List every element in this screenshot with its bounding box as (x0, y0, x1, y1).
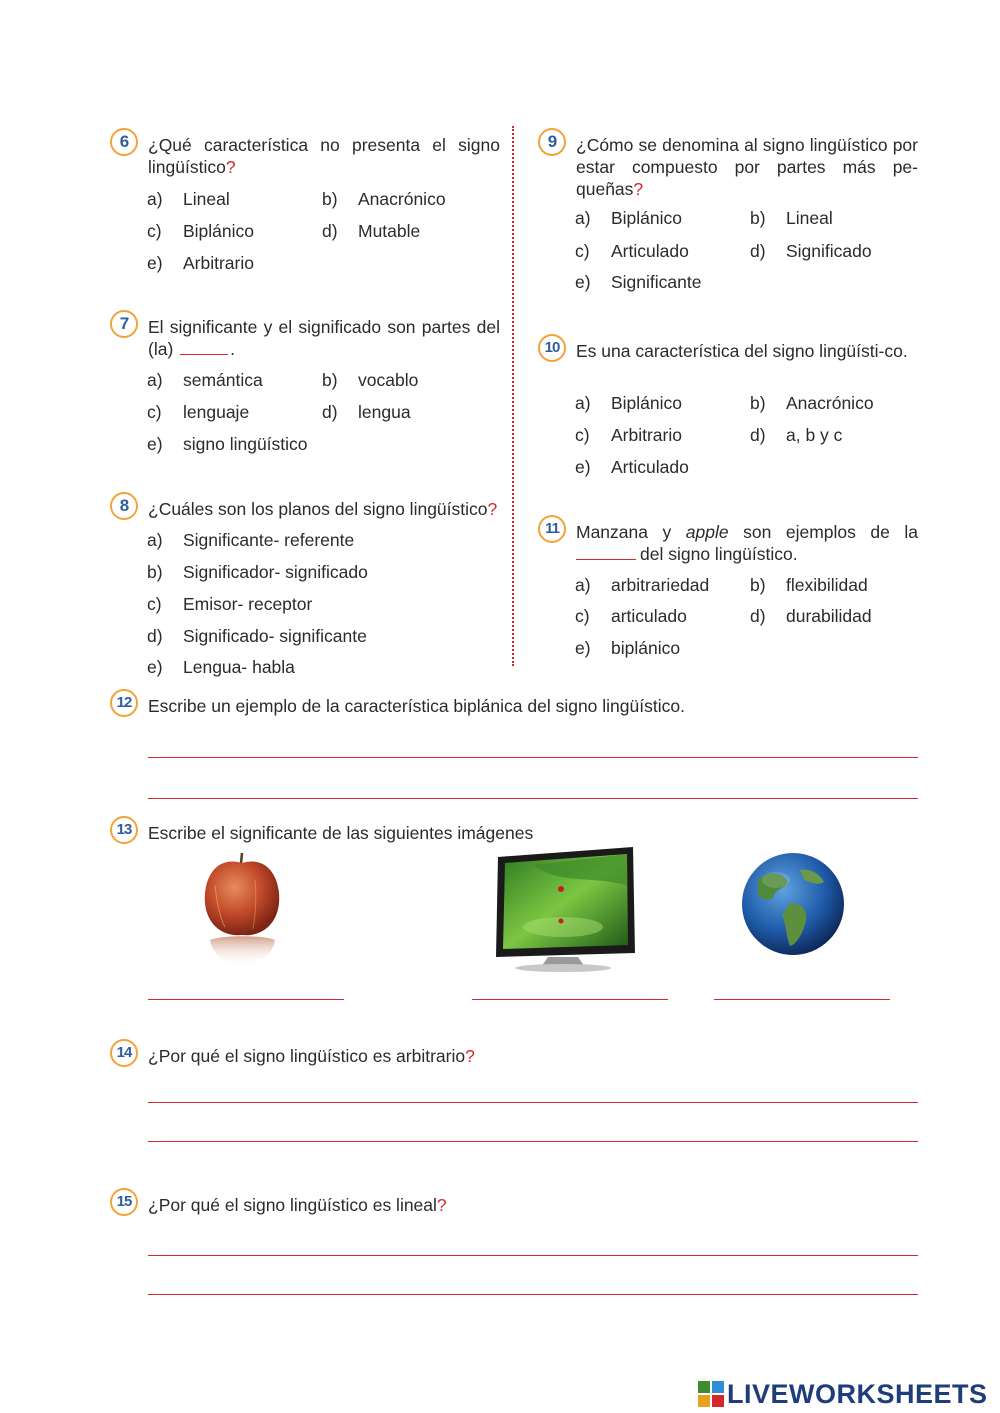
option[interactable]: c) Biplánico (147, 221, 255, 241)
answer-line[interactable] (148, 1141, 918, 1142)
option[interactable]: d) Significado (750, 241, 872, 261)
question-number-badge: 14 (110, 1039, 138, 1067)
question-text: ¿Cuáles son los planos del signo lingüístico? (148, 499, 498, 519)
globe-image (738, 850, 848, 958)
option[interactable]: d) Mutable (322, 221, 421, 241)
option[interactable]: b) flexibilidad (750, 575, 868, 595)
option[interactable]: a) Biplánico (575, 393, 683, 413)
question-text: Escribe el significante de las siguientes imágenes (148, 823, 534, 843)
option[interactable]: d) lengua (322, 402, 411, 422)
option[interactable]: c) Arbitrario (575, 425, 682, 445)
answer-line[interactable] (148, 798, 918, 799)
question-text: ¿Por qué el signo lingüístico es arbitrario? (148, 1046, 475, 1066)
answer-line[interactable] (148, 1102, 918, 1103)
option[interactable]: b) Lineal (750, 208, 833, 228)
question-number-badge: 8 (110, 492, 138, 520)
question-text: ¿Por qué el signo lingüístico es lineal? (148, 1195, 447, 1215)
option[interactable]: a) Lineal (147, 189, 230, 209)
question-number-badge: 10 (538, 334, 566, 362)
option[interactable]: a) semántica (147, 370, 263, 390)
fill-in-blank[interactable] (180, 340, 228, 355)
column-divider (512, 126, 514, 666)
option[interactable]: e) signo lingüístico (147, 434, 308, 454)
answer-line[interactable] (148, 1255, 918, 1256)
option[interactable]: d) a, b y c (750, 425, 843, 445)
question-number-badge: 12 (110, 689, 138, 717)
question-number-badge: 13 (110, 816, 138, 844)
option[interactable]: a) Biplánico (575, 208, 683, 228)
question-text: Manzana y apple son ejemplos de la del signo lingüístico. (576, 522, 918, 564)
option[interactable]: a) Significante- referente (147, 530, 355, 550)
question-number-badge: 6 (110, 128, 138, 156)
option[interactable]: a) arbitrariedad (575, 575, 710, 595)
option[interactable]: e) Articulado (575, 457, 689, 477)
question-number-badge: 9 (538, 128, 566, 156)
option[interactable]: c) Emisor- receptor (147, 594, 313, 614)
fill-in-blank[interactable] (576, 545, 636, 560)
option[interactable]: d) Significado- significante (147, 626, 367, 646)
answer-line[interactable] (148, 999, 344, 1000)
question-number-badge: 7 (110, 310, 138, 338)
option[interactable]: b) Anacrónico (322, 189, 446, 209)
option[interactable]: d) durabilidad (750, 606, 872, 626)
liveworksheets-logo: LIVEWORKSHEETS (698, 1378, 988, 1410)
question-text: Escribe un ejemplo de la característica biplánica del signo lingüístico. (148, 696, 685, 716)
option[interactable]: e) Significante (575, 272, 702, 292)
question-text: ¿Cómo se denomina al signo lingüístico por estar compuesto por partes más pe-queñas? (576, 135, 918, 199)
option[interactable]: b) Anacrónico (750, 393, 874, 413)
question-text: ¿Qué característica no presenta el signo lingüístico? (148, 135, 500, 177)
option[interactable]: e) Lengua- habla (147, 657, 295, 677)
question-number-badge: 11 (538, 515, 566, 543)
option[interactable]: c) articulado (575, 606, 687, 626)
question-text: Es una característica del signo lingüísti-co. (576, 341, 908, 361)
answer-line[interactable] (148, 757, 918, 758)
option[interactable]: c) lenguaje (147, 402, 250, 422)
answer-line[interactable] (472, 999, 668, 1000)
question-text: El significante y el significado son partes del (la) . (148, 317, 500, 359)
question-number-badge: 15 (110, 1188, 138, 1216)
option[interactable]: c) Articulado (575, 241, 689, 261)
logo-blocks-icon (698, 1381, 724, 1407)
answer-line[interactable] (148, 1294, 918, 1295)
option[interactable]: b) vocablo (322, 370, 419, 390)
apple-image (195, 845, 290, 970)
option[interactable]: b) Significador- significado (147, 562, 368, 582)
monitor-image (493, 845, 638, 973)
answer-line[interactable] (714, 999, 890, 1000)
option[interactable]: e) Arbitrario (147, 253, 254, 273)
option[interactable]: e) biplánico (575, 638, 681, 658)
